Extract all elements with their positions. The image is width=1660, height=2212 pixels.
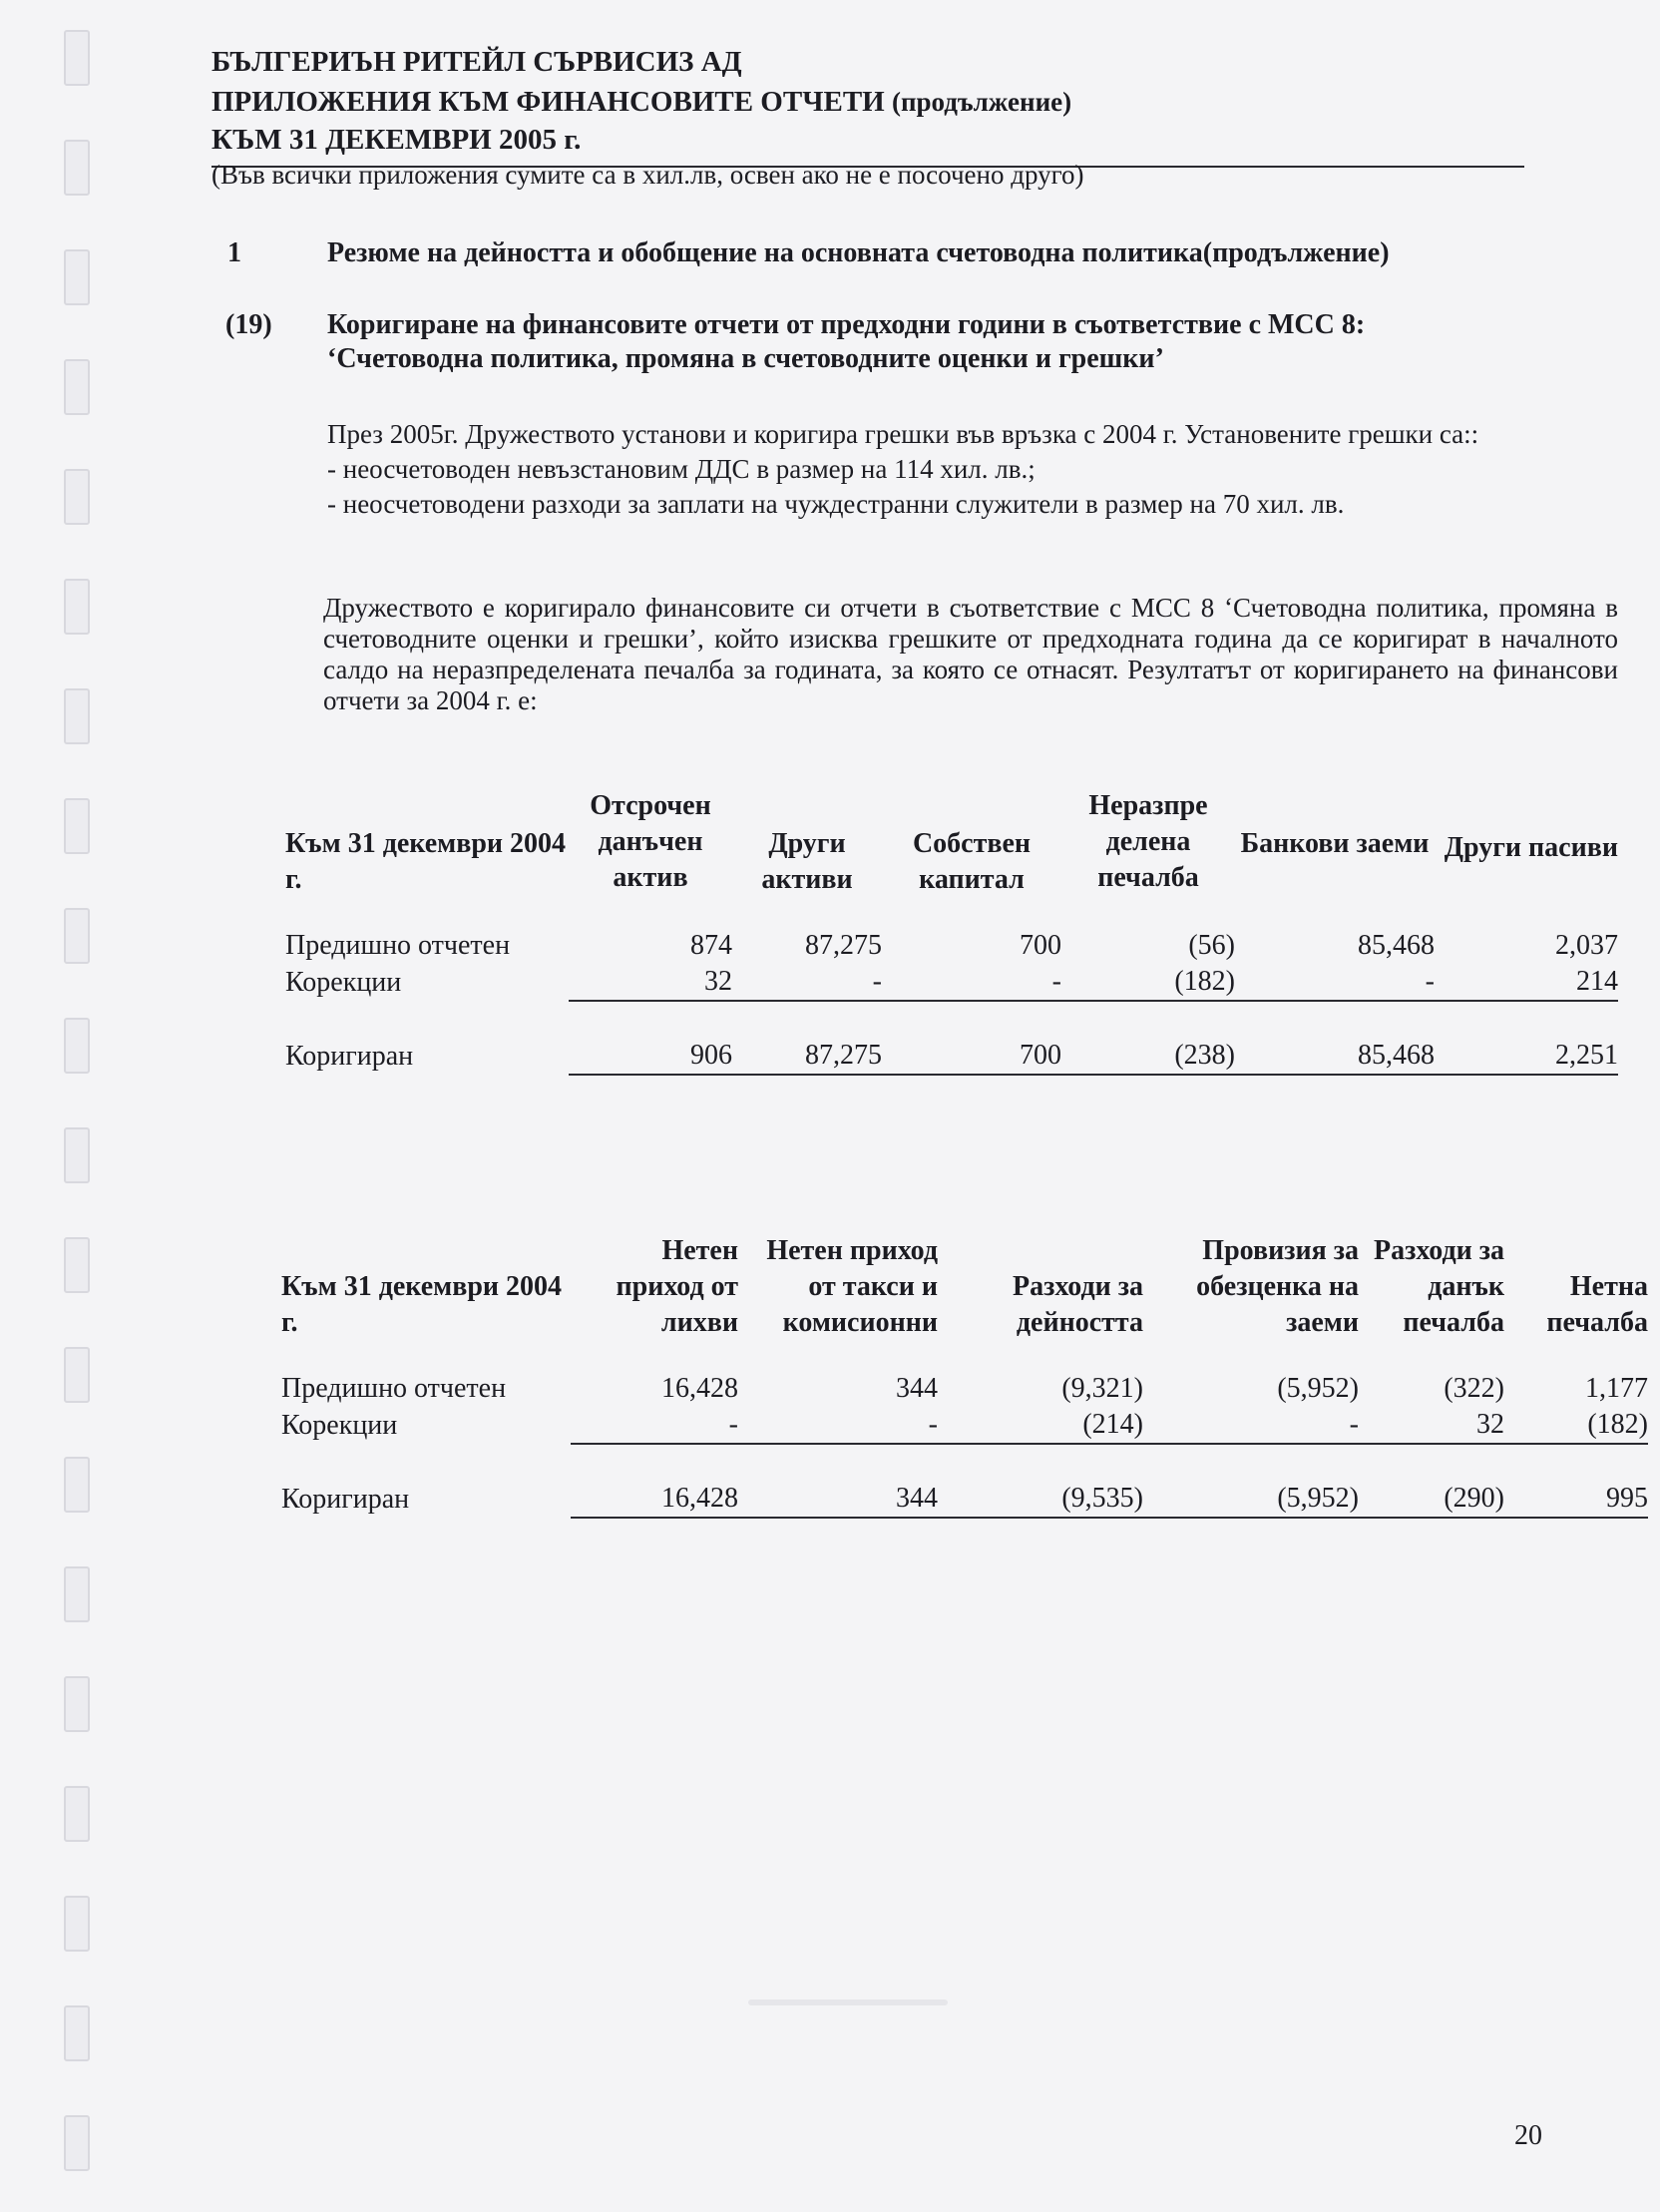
table-cell: - [738,1407,938,1444]
row-label: Корекции [285,966,402,998]
income-correction-table [281,1233,1648,1519]
table-row-header: Към 31 декември 2004 г. [281,1271,563,1338]
column-header: Нетен приход от такси и комисионни [766,1235,938,1338]
table-row [281,1407,1648,1444]
table-row [281,1371,1648,1407]
binder-hole [64,1347,90,1403]
column-header: Други пасиви [1444,832,1618,863]
column-header: Разходи за дейността [1012,1271,1143,1338]
binder-holes [60,0,100,2212]
report-subtitle-main: ПРИЛОЖЕНИЯ КЪМ ФИНАНСОВИТЕ ОТЧЕТИ [211,86,885,118]
binder-hole [64,1786,90,1842]
subsection-number: (19) [225,309,272,340]
table-cell: 85,468 [1358,930,1435,961]
page-number: 20 [1514,2120,1542,2151]
table-cell: (9,321) [1061,1373,1143,1404]
column-header: Отсрочен данъчен актив [590,790,711,893]
subsection-title-line1: Коригиране на финансовите отчети от предходни години в съответствие с МСС 8: [327,309,1366,340]
table-cell: 85,468 [1235,1038,1435,1075]
section-title: Резюме на дейността и обобщение на основната счетоводна политика(продължение) [327,237,1390,268]
table-row [285,928,1618,964]
table-cell: 32 [1359,1407,1504,1444]
table-cell: 995 [1504,1481,1648,1518]
report-subtitle [211,84,1071,120]
table-cell: - [732,964,882,1001]
row-label: Предишно отчетен [285,930,511,961]
table-cell: (5,952) [1143,1481,1359,1518]
table-cell: (290) [1359,1481,1504,1518]
binder-hole [64,1237,90,1293]
balance-correction-table [285,788,1618,1076]
table-cell: 16,428 [571,1481,738,1518]
column-header: Собствен капитал [912,828,1032,895]
table-cell: 87,275 [805,930,882,961]
column-header: Банкови заеми [1240,828,1430,859]
table-cell: 344 [738,1481,938,1518]
table-cell: (5,952) [1277,1373,1359,1404]
currency-note: (Във всички приложения сумите са в хил.лв, освен ако не е посочено друго) [211,160,1084,190]
binder-hole [64,579,90,635]
table-cell: - [1143,1407,1359,1444]
row-label: Корекции [281,1409,398,1441]
company-name: БЪЛГЕРИЪН РИТЕЙЛ СЪРВИСИЗ АД [211,46,742,78]
table-cell: 214 [1435,964,1618,1001]
column-header: Нетен приход от лихви [616,1235,738,1338]
error-item-salaries: - неосчетоводени разходи за заплати на чуждестранни служители в размер на 70 хил. лв. [327,489,1345,519]
table-cell: 344 [896,1373,938,1404]
table-cell: 906 [569,1038,732,1075]
column-header: Други активи [761,828,853,895]
table-cell: (182) [1061,964,1235,1001]
scan-smudge [748,1999,948,2005]
table-cell: 2,037 [1555,930,1618,961]
binder-hole [64,798,90,854]
table-cell: (214) [938,1407,1143,1444]
binder-hole [64,688,90,744]
error-item-vat: - неосчетоводен невъзстановим ДДС в размер на 114 хил. лв.; [327,454,1036,484]
binder-hole [64,1566,90,1622]
table-cell: 2,251 [1435,1038,1618,1075]
table-row [285,1038,1618,1075]
section-number: 1 [227,237,241,268]
table-cell: - [1235,964,1435,1001]
binder-hole [64,1676,90,1732]
row-label: Предишно отчетен [281,1373,507,1404]
table-cell: (322) [1444,1373,1504,1404]
binder-hole [64,469,90,525]
binder-hole [64,140,90,196]
column-header: Неразпре делена печалба [1088,790,1208,893]
table-cell: 32 [569,964,732,1001]
binder-hole [64,359,90,415]
column-header: Разходи за данък печалба [1373,1235,1504,1338]
table-row-header: Към 31 декември 2004 г. [285,828,567,895]
errors-paragraph [327,419,1620,520]
table-cell: - [571,1407,738,1444]
binder-hole [64,1018,90,1074]
report-subtitle-suffix: (продължение) [891,87,1072,117]
table-cell: 16,428 [661,1373,738,1404]
table-cell: (182) [1504,1407,1648,1444]
table-cell: 700 [882,1038,1061,1075]
table-cell: (238) [1061,1038,1235,1075]
row-label: Коригиран [285,1040,414,1072]
table-cell: 874 [690,930,732,961]
binder-hole [64,2005,90,2061]
table-row [285,964,1618,1001]
table-cell: 1,177 [1585,1373,1648,1404]
table-row [281,1481,1648,1518]
report-date: КЪМ 31 ДЕКЕМВРИ 2005 г. [211,124,582,156]
binder-hole [64,30,90,86]
binder-hole [64,2115,90,2171]
row-label: Коригиран [281,1483,410,1515]
binder-hole [64,249,90,305]
table-cell: 87,275 [732,1038,882,1075]
binder-hole [64,1127,90,1183]
subsection-title-line2: ‘Счетоводна политика, промяна в счетоводните оценки и грешки’ [327,343,1164,374]
binder-hole [64,1896,90,1952]
binder-hole [64,1457,90,1513]
correction-paragraph: Дружеството е коригирало финансовите си отчети в съответствие с МСС 8 ‘Счетоводна политика, промяна в счетоводните оценки и грешки’, който изисква грешките от предходната година да се коригират в началното салдо на неразпределената печалба за годината, за която се отнасят. Резултатът от коригирането на финансови отчети за 2004 г. е: [323,593,1618,715]
table-cell: 700 [1020,930,1061,961]
table-cell: (56) [1188,930,1235,961]
binder-hole [64,908,90,964]
table-cell: (9,535) [938,1481,1143,1518]
errors-intro: През 2005г. Дружеството установи и коригира грешки във връзка с 2004 г. Установените грешки са:: [327,419,1479,449]
column-header: Провизия за обезценка на заеми [1196,1235,1359,1338]
column-header: Нетна печалба [1546,1271,1648,1338]
table-cell: - [882,964,1061,1001]
